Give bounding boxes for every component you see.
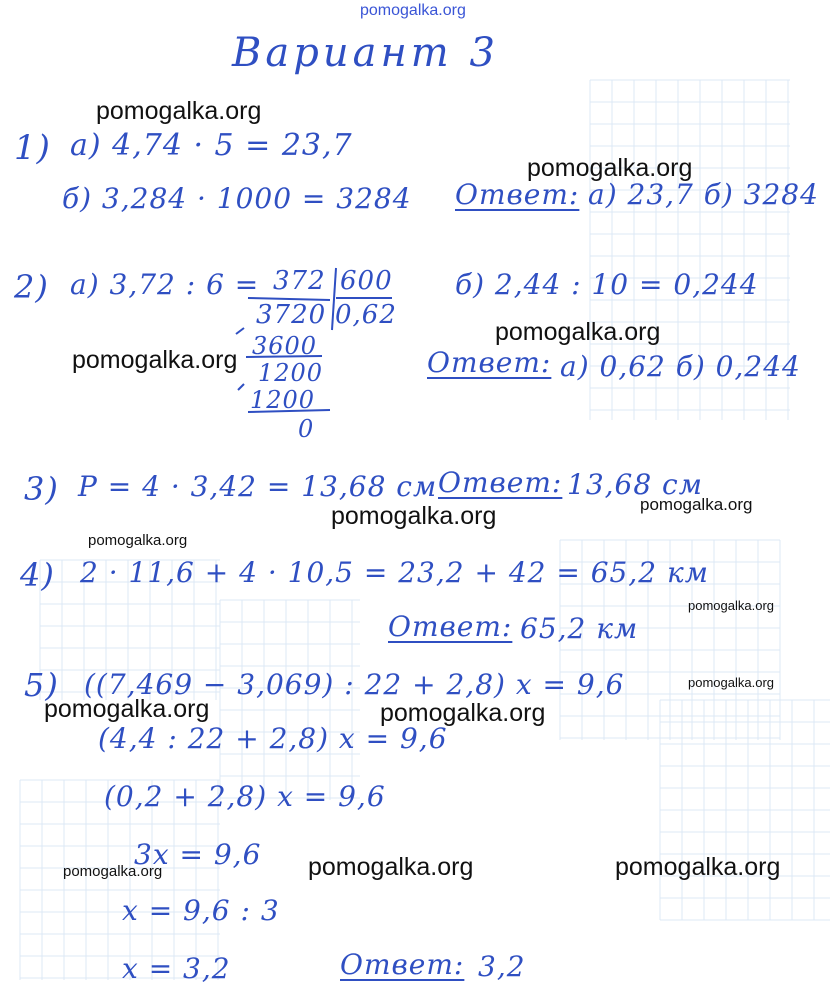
division-step4: 1200: [250, 386, 316, 414]
division-quotient: 0,62: [335, 300, 397, 330]
task4-line: 2 · 11,6 + 4 · 10,5 = 23,2 + 42 = 65,2 км: [80, 556, 709, 589]
task2-part-a: а) 3,72 : 6 =: [70, 268, 260, 301]
watermark-4: pomogalka.org: [72, 346, 238, 374]
task5-line4: 3x = 9,6: [134, 838, 262, 871]
task3-answer: 13,68 см: [567, 468, 703, 501]
task5-line2: (4,4 : 22 + 2,8) x = 9,6: [98, 722, 448, 755]
task5-line3: (0,2 + 2,8) x = 9,6: [104, 780, 386, 813]
task3-line: P = 4 · 3,42 = 13,68 см: [78, 470, 438, 503]
task1-part-b: б) 3,284 · 1000 = 3284: [62, 182, 412, 215]
task2-label: 2): [14, 268, 49, 306]
task1-answer-word: Ответ:: [455, 178, 580, 211]
task2-part-b: б) 2,44 : 10 = 0,244: [455, 268, 759, 301]
watermark-3: pomogalka.org: [495, 318, 661, 346]
task1-label: 1): [14, 128, 51, 168]
watermark-1: pomogalka.org: [96, 97, 262, 125]
division-dividend: 372: [273, 266, 326, 296]
task1-part-a: а) 4,74 · 5 = 23,7: [70, 128, 353, 163]
task4-answer: 65,2 км: [520, 612, 639, 645]
task3-label: 3): [24, 470, 59, 508]
task5-label: 5): [24, 666, 59, 704]
task5-answer-word: Ответ:: [340, 948, 465, 981]
division-step3: 1200: [258, 359, 324, 387]
task4-label: 4): [20, 556, 55, 594]
task5-line5: x = 9,6 : 3: [122, 894, 280, 927]
watermark-9: pomogalka.org: [688, 675, 774, 690]
task3-answer-word: Ответ:: [438, 466, 563, 499]
watermark-7: pomogalka.org: [88, 532, 188, 549]
page-title: Вариант 3: [232, 30, 499, 76]
task5-answer: 3,2: [478, 950, 526, 983]
division-remainder: 0: [298, 415, 315, 443]
watermark-14: pomogalka.org: [615, 853, 781, 881]
watermark-8: pomogalka.org: [688, 598, 774, 613]
watermark-6: pomogalka.org: [640, 495, 753, 514]
watermark-12: pomogalka.org: [63, 863, 163, 880]
division-divisor: 600: [340, 266, 393, 296]
task2-answer: а) 0,62 б) 0,244: [560, 350, 801, 383]
watermark-11: pomogalka.org: [380, 699, 546, 727]
watermark-2: pomogalka.org: [527, 154, 693, 182]
division-step1: 3720: [256, 300, 327, 330]
watermark-13: pomogalka.org: [308, 853, 474, 881]
division-step2: 3600: [252, 332, 318, 360]
header-watermark: pomogalka.org: [360, 2, 466, 19]
watermark-5: pomogalka.org: [331, 502, 497, 530]
task4-answer-word: Ответ:: [388, 610, 513, 643]
watermark-10: pomogalka.org: [44, 695, 210, 723]
task5-line6: x = 3,2: [122, 952, 231, 985]
task1-answer: а) 23,7 б) 3284: [588, 178, 819, 211]
task2-answer-word: Ответ:: [427, 346, 552, 379]
task5-line1: ((7,469 − 3,069) : 22 + 2,8) x = 9,6: [84, 668, 625, 701]
